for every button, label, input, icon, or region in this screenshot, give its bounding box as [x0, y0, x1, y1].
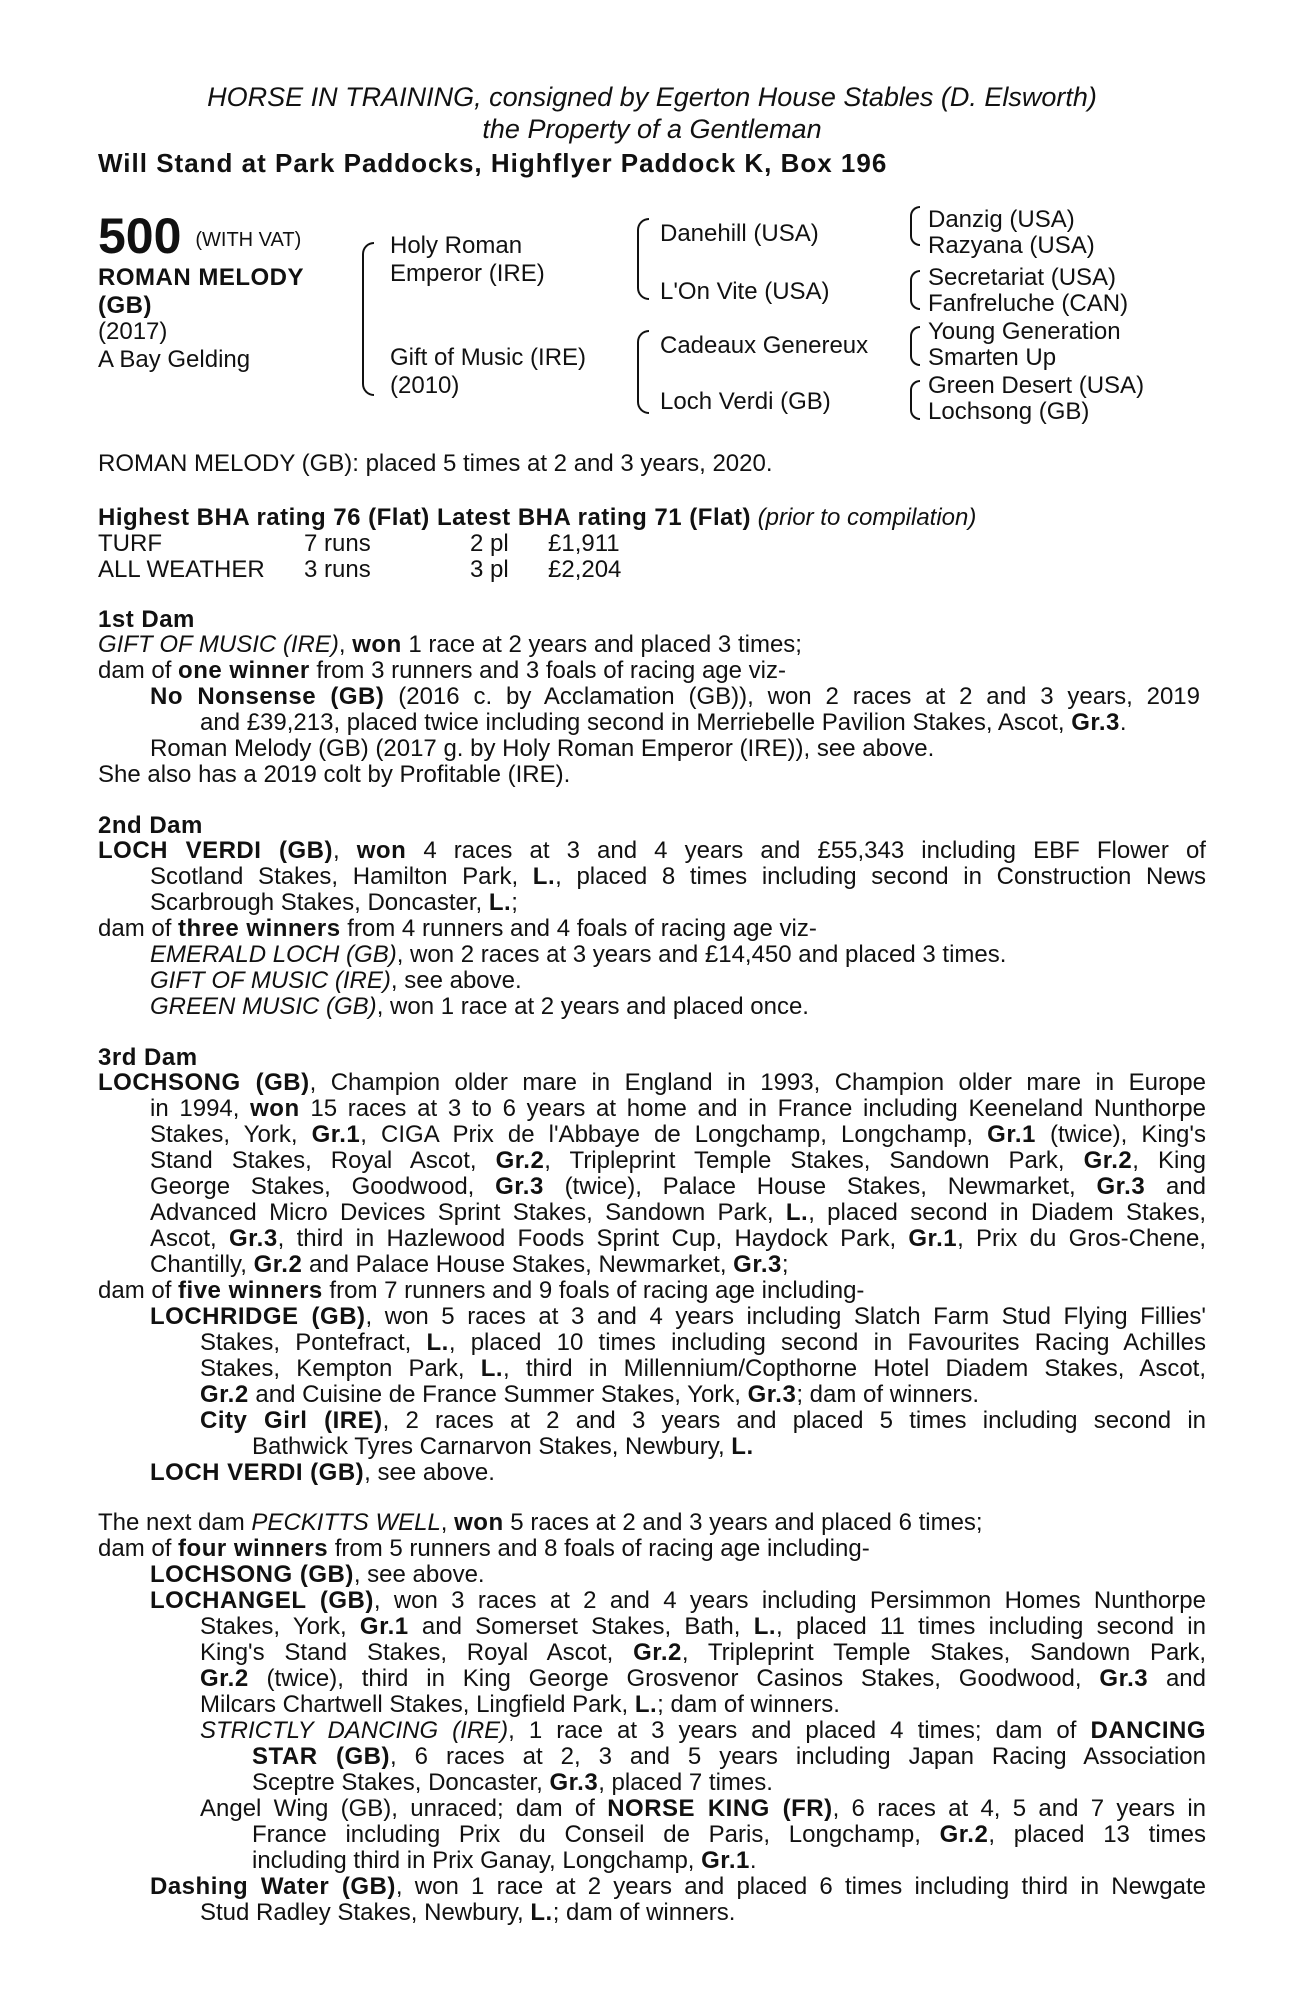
- second-dam-line-5: EMERALD LOCH (GB), won 2 races at 3 years and £14,450 and placed 3 times.: [150, 941, 1007, 968]
- brace-g4: [910, 380, 920, 420]
- turf-runs: 7 runs: [304, 530, 371, 557]
- pedigree-dds: Green Desert (USA): [928, 372, 1145, 399]
- next-dam-line-5: Stakes, York, Gr.1 and Somerset Stakes, Bath, L., placed 11 times including second in: [200, 1613, 1206, 1640]
- pedigree-sire: Holy Roman: [390, 232, 523, 259]
- bha-rating-text: Highest BHA rating 76 (Flat) Latest BHA rating 71 (Flat): [98, 504, 751, 531]
- pedigree-ssd: Razyana (USA): [928, 232, 1095, 259]
- next-dam-line-15: Dashing Water (GB), won 1 race at 2 years and placed 6 times including third in Newgate: [150, 1873, 1206, 1900]
- first-dam-line-4: and £39,213, placed twice including second in Merriebelle Pavilion Stakes, Ascot, Gr.3.: [200, 709, 1127, 736]
- third-dam-line-4: Stand Stakes, Royal Ascot, Gr.2, Tripleprint Temple Stakes, Sandown Park, Gr.2, King: [150, 1147, 1206, 1174]
- pedigree-ddd: Lochsong (GB): [928, 398, 1090, 425]
- next-dam-line-6: King's Stand Stakes, Royal Ascot, Gr.2, Tripleprint Temple Stakes, Sandown Park,: [200, 1639, 1206, 1666]
- third-dam-line-12: Stakes, Kempton Park, L., third in Millennium/Copthorne Hotel Diadem Stakes, Ascot,: [200, 1355, 1206, 1382]
- aw-surface: ALL WEATHER: [98, 556, 265, 583]
- pedigree-sds: Secretariat (USA): [928, 264, 1117, 291]
- turf-surface: TURF: [98, 530, 162, 557]
- horse-name-line2: (GB): [98, 292, 152, 319]
- horse-sex: A Bay Gelding: [98, 346, 251, 373]
- turf-placed: 2 pl: [470, 530, 509, 557]
- location-line: Will Stand at Park Paddocks, Highflyer Paddock K, Box 196: [98, 148, 888, 178]
- pedigree-brace-main: [362, 242, 374, 396]
- pedigree-dd: Loch Verdi (GB): [660, 388, 831, 415]
- second-dam-line-7: GREEN MUSIC (GB), won 1 race at 2 years and placed once.: [150, 993, 809, 1020]
- next-dam-line-10: STAR (GB), 6 races at 2, 3 and 5 years including Japan Racing Association: [252, 1743, 1207, 1770]
- next-dam-line-9: STRICTLY DANCING (IRE), 1 race at 3 years and placed 4 times; dam of DANCING: [200, 1717, 1206, 1744]
- third-dam-line-14: City Girl (IRE), 2 races at 2 and 3 years and placed 5 times including second in: [200, 1407, 1206, 1434]
- third-dam-line-2: in 1994, won 15 races at 3 to 6 years at home and in France including Keeneland Nunthorpe: [150, 1095, 1206, 1122]
- pedigree-dss: Young Generation: [928, 318, 1121, 345]
- horse-name-line1: ROMAN MELODY: [98, 264, 304, 291]
- pedigree-sire-2: Emperor (IRE): [390, 260, 545, 287]
- first-dam-title: 1st Dam: [98, 606, 195, 633]
- third-dam-line-9: dam of five winners from 7 runners and 9 foals of racing age including-: [98, 1277, 865, 1304]
- first-dam-line-3: No Nonsense (GB) (2016 c. by Acclamation (GB)), won 2 races at 2 and 3 years, 2019: [150, 683, 1201, 710]
- next-dam-line-11: Sceptre Stakes, Doncaster, Gr.3, placed 7 times.: [252, 1769, 773, 1796]
- first-dam-line-6: She also has a 2019 colt by Profitable (IRE).: [98, 761, 571, 788]
- second-dam-title: 2nd Dam: [98, 812, 203, 839]
- third-dam-line-11: Stakes, Pontefract, L., placed 10 times including second in Favourites Racing Achilles: [200, 1329, 1207, 1356]
- aw-runs: 3 runs: [304, 556, 371, 583]
- next-dam-line-2: dam of four winners from 5 runners and 8 foals of racing age including-: [98, 1535, 870, 1562]
- next-dam-line-13: France including Prix du Conseil de Paris, Longchamp, Gr.2, placed 13 times: [252, 1821, 1206, 1848]
- aw-money: £2,204: [548, 556, 622, 583]
- horse-name: [98, 264, 358, 320]
- first-dam-line-2: dam of one winner from 3 runners and 3 foals of racing age viz-: [98, 657, 786, 684]
- third-dam-line-16: LOCH VERDI (GB), see above.: [150, 1459, 495, 1486]
- second-dam-line-6: GIFT OF MUSIC (IRE), see above.: [150, 967, 522, 994]
- third-dam-line-10: LOCHRIDGE (GB), won 5 races at 3 and 4 years including Slatch Farm Stud Flying Fillies': [150, 1303, 1206, 1330]
- third-dam-title: 3rd Dam: [98, 1044, 198, 1071]
- next-dam-line-16: Stud Radley Stakes, Newbury, L.; dam of winners.: [200, 1899, 736, 1926]
- property-line: the Property of a Gentleman: [482, 114, 822, 144]
- third-dam-line-5: George Stakes, Goodwood, Gr.3 (twice), Palace House Stakes, Newmarket, Gr.3 and: [150, 1173, 1206, 1200]
- lot-number: [98, 208, 301, 268]
- aw-placed: 3 pl: [470, 556, 509, 583]
- brace-g1: [910, 206, 920, 246]
- third-dam-line-13: Gr.2 and Cuisine de France Summer Stakes, York, Gr.3; dam of winners.: [200, 1381, 980, 1408]
- third-dam-line-3: Stakes, York, Gr.1, CIGA Prix de l'Abbaye de Longchamp, Longchamp, Gr.1 (twice), King's: [150, 1121, 1206, 1148]
- second-dam-line-2: Scotland Stakes, Hamilton Park, L., placed 8 times including second in Construction News: [150, 863, 1207, 890]
- pedigree-ds: Cadeaux Genereux: [660, 332, 869, 359]
- next-dam-line-7: Gr.2 (twice), third in King George Grosvenor Casinos Stakes, Goodwood, Gr.3 and: [200, 1665, 1206, 1692]
- pedigree-sd: L'On Vite (USA): [660, 278, 830, 305]
- first-dam-line-1: GIFT OF MUSIC (IRE), won 1 race at 2 years and placed 3 times;: [98, 631, 802, 658]
- next-dam-line-3: LOCHSONG (GB), see above.: [150, 1561, 485, 1588]
- vat-label: (WITH VAT): [195, 228, 302, 251]
- pedigree-sss: Danzig (USA): [928, 206, 1075, 233]
- brace-g3: [910, 326, 920, 366]
- pedigree-brace-dam: [637, 330, 649, 414]
- pedigree-sdd: Fanfreluche (CAN): [928, 290, 1129, 317]
- next-dam-line-8: Milcars Chartwell Stakes, Lingfield Park, L.; dam of winners.: [200, 1691, 840, 1718]
- third-dam-line-8: Chantilly, Gr.2 and Palace House Stakes, Newmarket, Gr.3;: [150, 1251, 789, 1278]
- first-dam-line-5: Roman Melody (GB) (2017 g. by Holy Roman Emperor (IRE)), see above.: [150, 735, 935, 762]
- next-dam-line-12: Angel Wing (GB), unraced; dam of NORSE KING (FR), 6 races at 4, 5 and 7 years in: [200, 1795, 1207, 1822]
- bha-rating: [98, 504, 976, 532]
- lot-number-value: 500: [98, 208, 182, 264]
- pedigree-ss: Danehill (USA): [660, 220, 819, 247]
- consignor-line: HORSE IN TRAINING, consigned by Egerton House Stables (D. Elsworth): [207, 82, 1097, 112]
- next-dam-line-4: LOCHANGEL (GB), won 3 races at 2 and 4 years including Persimmon Homes Nunthorpe: [150, 1587, 1206, 1614]
- bha-rating-note: (prior to compilation): [757, 504, 977, 531]
- horse-year: (2017): [98, 318, 168, 345]
- second-dam-line-4: dam of three winners from 4 runners and 4 foals of racing age viz-: [98, 915, 817, 942]
- third-dam-line-15: Bathwick Tyres Carnarvon Stakes, Newbury, L.: [252, 1433, 754, 1460]
- third-dam-line-7: Ascot, Gr.3, third in Hazlewood Foods Sprint Cup, Haydock Park, Gr.1, Prix du Gros-Chene,: [150, 1225, 1207, 1252]
- pedigree-dam-2: (2010): [390, 372, 460, 399]
- pedigree-dsd: Smarten Up: [928, 344, 1057, 371]
- race-summary: ROMAN MELODY (GB): placed 5 times at 2 and 3 years, 2020.: [98, 450, 773, 477]
- third-dam-line-1: LOCHSONG (GB), Champion older mare in England in 1993, Champion older mare in Europe: [98, 1069, 1206, 1096]
- next-dam-line-1: The next dam PECKITTS WELL, won 5 races at 2 and 3 years and placed 6 times;: [98, 1509, 983, 1536]
- brace-g2: [910, 270, 920, 310]
- turf-money: £1,911: [548, 530, 620, 557]
- pedigree-dam: Gift of Music (IRE): [390, 344, 587, 371]
- pedigree-brace-sire: [637, 218, 649, 300]
- third-dam-line-6: Advanced Micro Devices Sprint Stakes, Sandown Park, L., placed second in Diadem Stakes,: [150, 1199, 1206, 1226]
- second-dam-line-1: LOCH VERDI (GB), won 4 races at 3 and 4 years and £55,343 including EBF Flower of: [98, 837, 1206, 864]
- second-dam-line-3: Scarbrough Stakes, Doncaster, L.;: [150, 889, 518, 916]
- next-dam-line-14: including third in Prix Ganay, Longchamp, Gr.1.: [252, 1847, 757, 1874]
